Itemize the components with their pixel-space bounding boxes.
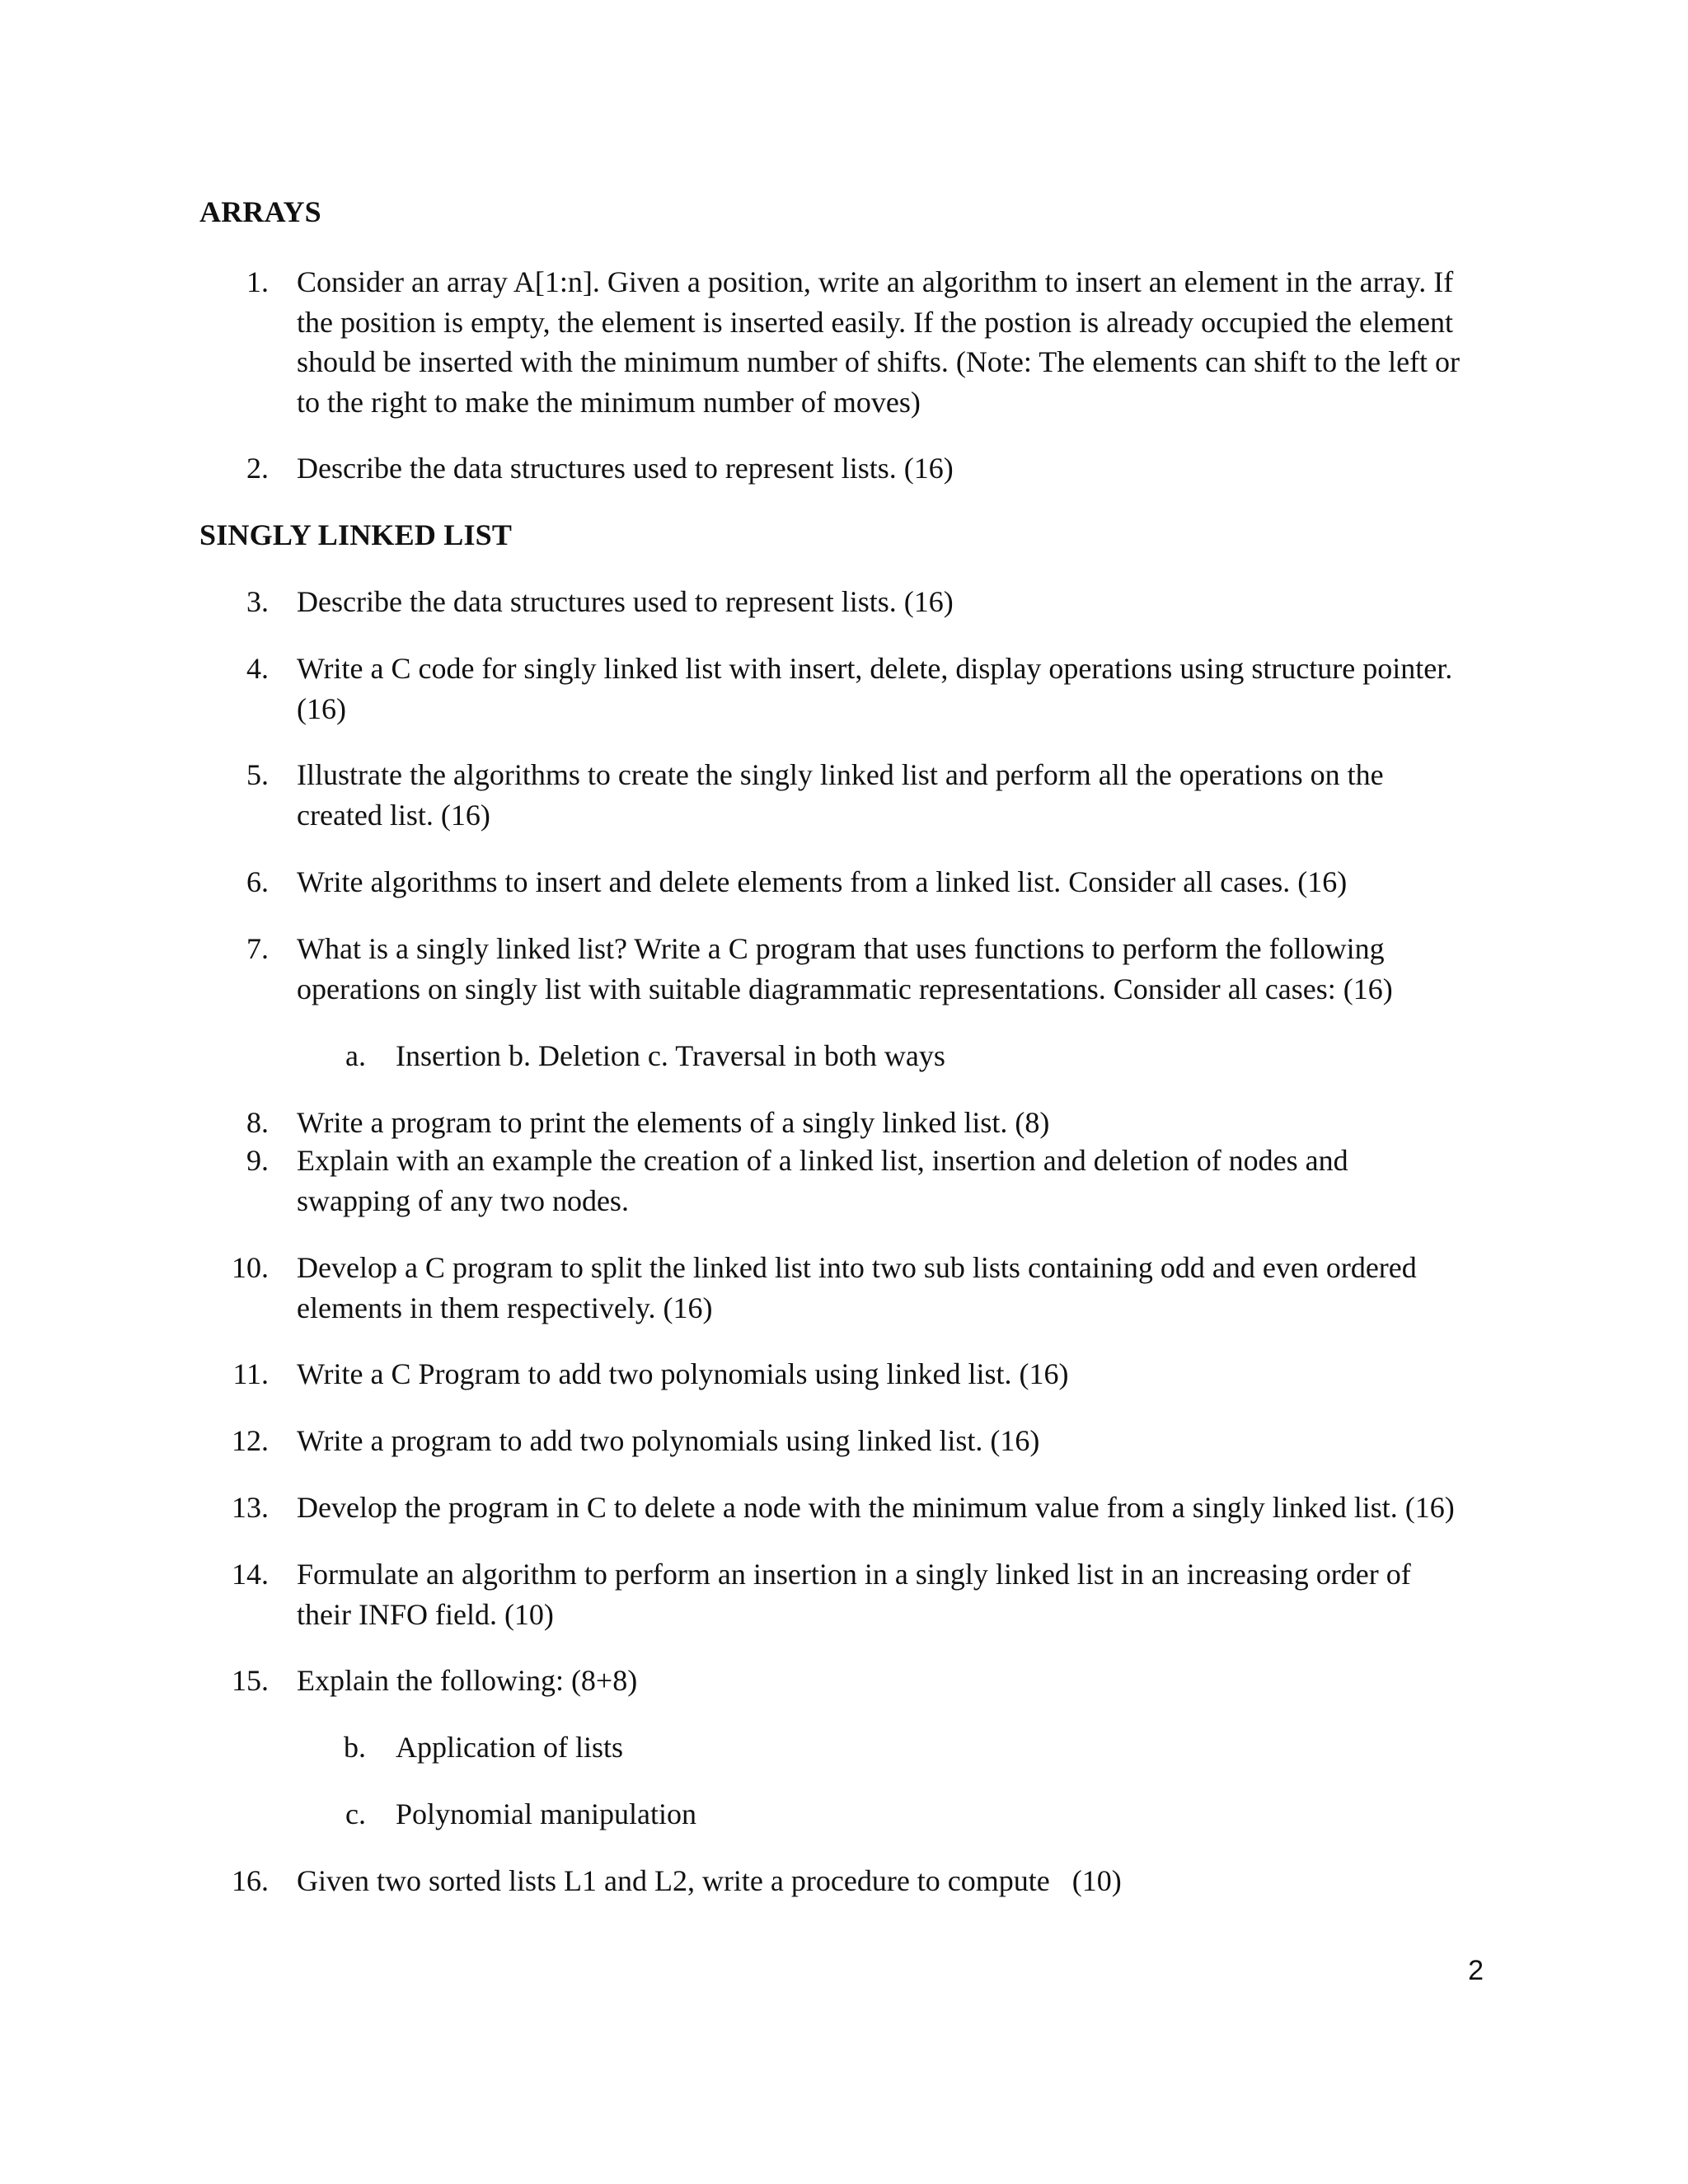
question-text <box>297 929 1492 1009</box>
question-number: 8. <box>246 1106 269 1139</box>
question-line: Explain with an example the creation of a linked list, insertion and deletion of nodes and <box>297 1144 1348 1177</box>
question-line: Write algorithms to insert and delete elements from a linked list. Consider all cases. (16) <box>297 865 1348 898</box>
question-line: swapping of any two nodes. <box>297 1183 629 1217</box>
question-text <box>297 262 1492 422</box>
question-number: 14. <box>232 1558 269 1591</box>
question-text <box>297 582 1492 622</box>
question-number: 10. <box>232 1251 269 1284</box>
question-line: Describe the data structures used to represent lists. (16) <box>297 585 954 618</box>
question-line: Describe the data structures used to represent lists. (16) <box>297 452 954 485</box>
question-text <box>297 862 1492 902</box>
question-text <box>297 1103 1492 1143</box>
question-number: 12. <box>232 1424 269 1457</box>
question-line: Write a program to print the elements of a singly linked list. (8) <box>297 1106 1050 1139</box>
question-text <box>297 649 1492 729</box>
question-line: the position is empty, the element is inserted easily. If the postion is already occupied the element <box>297 305 1453 339</box>
subitem-line: Polynomial manipulation <box>396 1797 696 1830</box>
question-number: 2. <box>246 452 269 485</box>
question-line: Write a program to add two polynomials using linked list. (16) <box>297 1424 1040 1457</box>
question-number: 9. <box>246 1144 269 1177</box>
question-number: 15. <box>232 1664 269 1697</box>
question-text <box>297 1421 1492 1461</box>
question-number: 11. <box>232 1357 269 1390</box>
question-number: 7. <box>246 932 269 965</box>
question-number: 1. <box>246 265 269 298</box>
question-line: operations on singly list with suitable diagrammatic representations. Consider all cases: (16) <box>297 972 1393 1005</box>
section-heading-singly-linked-list: SINGLY LINKED LIST <box>199 518 513 551</box>
subitem-text <box>396 1036 1591 1076</box>
question-line: Develop a C program to split the linked list into two sub lists containing odd and even ordered <box>297 1251 1417 1284</box>
question-text <box>297 1141 1492 1221</box>
question-line: their INFO field. (10) <box>297 1597 554 1631</box>
question-text <box>297 1354 1492 1394</box>
question-line: should be inserted with the minimum number of shifts. (Note: The elements can shift to the left or <box>297 345 1461 378</box>
question-line: (16) <box>297 691 346 725</box>
question-number: 13. <box>232 1491 269 1524</box>
question-text <box>297 1488 1492 1528</box>
subitem-letter: c. <box>345 1797 366 1830</box>
question-line: Write a C Program to add two polynomials using linked list. (16) <box>297 1357 1069 1390</box>
question-text <box>297 1248 1492 1328</box>
question-text <box>297 448 1492 489</box>
question-number: 4. <box>246 652 269 685</box>
subitem-text <box>396 1794 1591 1835</box>
question-line: Write a C code for singly linked list with insert, delete, display operations using structure pointer. <box>297 652 1453 685</box>
question-line: elements in them respectively. (16) <box>297 1291 713 1324</box>
subitem-text <box>396 1727 1591 1768</box>
subitem-line: Insertion b. Deletion c. Traversal in both ways <box>396 1039 945 1072</box>
question-number: 3. <box>246 585 269 618</box>
question-line: What is a singly linked list? Write a C program that uses functions to perform the following <box>297 932 1385 965</box>
question-line: to the right to make the minimum number of moves) <box>297 385 921 419</box>
subitem-line: Application of lists <box>396 1731 623 1764</box>
question-number: 6. <box>246 865 269 898</box>
question-line: created list. (16) <box>297 798 490 832</box>
question-line: Develop the program in C to delete a node with the minimum value from a singly linked list. (16) <box>297 1491 1455 1524</box>
question-text <box>297 1554 1492 1634</box>
question-number: 16. <box>232 1864 269 1897</box>
subitem-letter: b. <box>344 1731 366 1764</box>
question-number: 5. <box>246 758 269 791</box>
question-line: Formulate an algorithm to perform an insertion in a singly linked list in an increasing order of <box>297 1558 1411 1591</box>
question-text <box>297 1661 1492 1701</box>
page-number: 2 <box>1468 1955 1484 1986</box>
subitem-letter: a. <box>345 1039 366 1072</box>
question-line: Illustrate the algorithms to create the singly linked list and perform all the operations on the <box>297 758 1384 791</box>
question-text <box>297 1861 1492 1901</box>
question-line: Given two sorted lists L1 and L2, write a procedure to compute (10) <box>297 1864 1122 1897</box>
section-heading-arrays: ARRAYS <box>199 195 321 228</box>
question-line: Consider an array A[1:n]. Given a position, write an algorithm to insert an element in the array. If <box>297 265 1454 298</box>
question-line: Explain the following: (8+8) <box>297 1664 638 1697</box>
question-text <box>297 755 1492 835</box>
